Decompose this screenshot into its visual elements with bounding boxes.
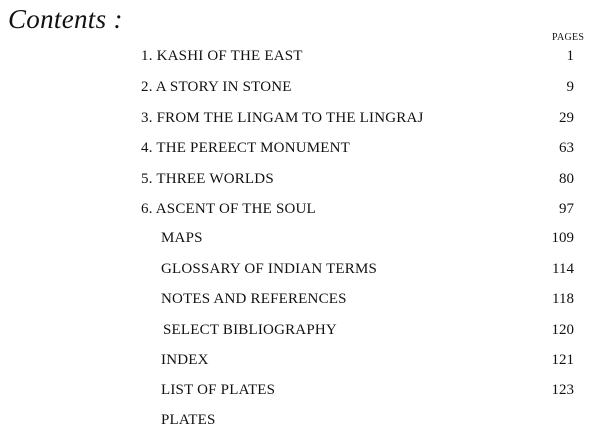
toc-entry-label: 3. FROM THE LINGAM TO THE LINGRAJ [141,110,424,126]
toc-entry-label: LIST OF PLATES [161,382,276,398]
pages-column-heading: PAGES [552,32,585,43]
toc-entry-label: NOTES AND REFERENCES [161,291,347,307]
toc-entry-label: MAPS [161,230,203,246]
toc-entry-chapter-4 [0,138,600,158]
toc-entry-page-number: 63 [559,140,574,156]
toc-entry-chapter-6 [0,199,600,219]
contents-title: Contents : [8,4,123,34]
toc-entry-chapter-1 [0,46,600,66]
toc-entry-chapter-5 [0,169,600,189]
toc-entry-chapter-3 [0,108,600,128]
toc-entry-page-number: 97 [559,201,574,217]
toc-entry-chapter-2 [0,77,600,97]
toc-entry-list-of-plates [0,380,600,400]
toc-entry-label: PLATES [161,412,216,428]
toc-entry-page-number: 29 [559,110,574,126]
toc-entry-page-number: 123 [551,382,574,398]
toc-entry-page-number: 114 [552,261,574,277]
toc-entry-label: 6. ASCENT OF THE SOUL [141,201,316,217]
toc-entry-page-number: 121 [551,352,574,368]
toc-entry-label: 4. THE PEREECT MONUMENT [141,140,351,156]
toc-entry-label: SELECT BIBLIOGRAPHY [163,322,337,338]
toc-entry-label: GLOSSARY OF INDIAN TERMS [161,261,378,277]
toc-entry-label: INDEX [161,352,209,368]
toc-entry-page-number: 9 [566,79,574,95]
toc-entry-label: 2. A STORY IN STONE [141,79,292,95]
toc-entry-index [0,350,600,370]
toc-entry-label: 5. THREE WORLDS [141,171,274,187]
toc-entry-bibliography [0,320,600,340]
toc-entry-page-number: 80 [559,171,574,187]
toc-entry-page-number: 109 [551,230,574,246]
toc-entry-page-number: 1 [566,48,574,64]
toc-entry-page-number: 120 [551,322,574,338]
toc-entry-glossary [0,259,600,279]
toc-entry-plates [0,410,600,430]
toc-entry-maps [0,228,600,248]
toc-entry-page-number: 118 [552,291,574,307]
toc-entry-label: 1. KASHI OF THE EAST [141,48,303,64]
toc-entry-notes [0,289,600,309]
